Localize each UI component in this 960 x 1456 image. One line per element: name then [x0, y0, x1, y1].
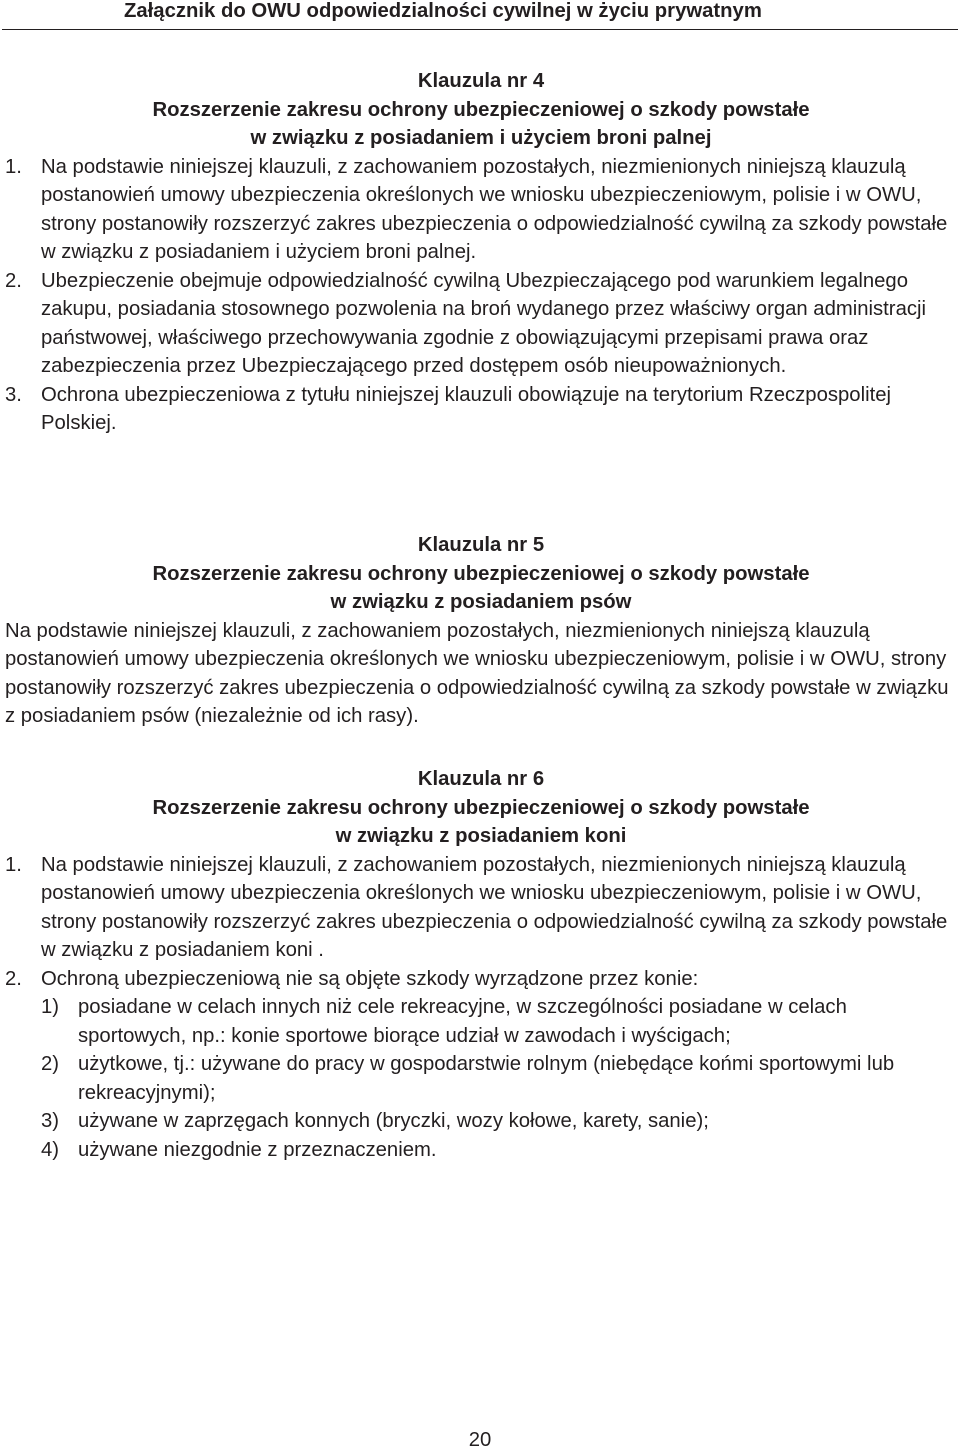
list-item-text: Ochrona ubezpieczeniowa z tytułu niniejszej klauzuli obowiązuje na terytorium Rzeczpospolitej Polskiej. [41, 383, 892, 434]
clause-5-title-line: Klauzula nr 5 [417, 534, 545, 556]
sub-list-item-text: posiadane w celach innych niż cele rekreacyjne, w szczególności posiadane w celach sportowych, np.: konie sportowe biorące udział w zawodach i wyścigach; [78, 996, 847, 1047]
list-item-text: Na podstawie niniejszej klauzuli, z zachowaniem pozostałych, niezmienionych niniejszą klauzulą postanowień umowy ubezpieczenia określonych we wniosku ubezpieczeniowym, polisie i w OWU, strony postanowiły rozszerzyć zakres ubezpieczenia o odpowiedzialność cywilną za szkody powstałe w związku z posiadaniem koni . [41, 853, 948, 961]
clause-6-list [5, 851, 957, 1165]
clause-6-title-line: Klauzula nr 6 [417, 768, 545, 790]
sub-list-item [41, 1107, 957, 1136]
list-item-text: Na podstawie niniejszej klauzuli, z zachowaniem pozostałych, niezmienionych niniejszą klauzulą postanowień umowy ubezpieczenia określonych we wniosku ubezpieczeniowym, polisie i w OWU, strony postanowiły rozszerzyć zakres ubezpieczenia o odpowiedzialność cywilną za szkody powstałe w związku z posiadaniem i użyciem broni palnej. [41, 155, 948, 263]
sub-list-item-text: użytkowe, tj.: używane do pracy w gospodarstwie rolnym (niebędące końmi sportowymi lub rekreacyjnymi); [78, 1053, 895, 1104]
clause-4-title-line: Rozszerzenie zakresu ochrony ubezpieczeniowej o szkody powstałe [152, 98, 810, 121]
list-number: 2. [5, 269, 22, 292]
sub-list-item [41, 1050, 957, 1107]
clause-5 [5, 531, 957, 731]
clause-4-title [5, 67, 957, 153]
clause-5-title [5, 531, 957, 617]
clause-6-title [5, 765, 957, 851]
clause-4-title-line: Klauzula nr 4 [417, 70, 545, 92]
list-number: 1. [5, 853, 22, 876]
sub-list-number: 2) [41, 1053, 60, 1075]
list-item [5, 851, 957, 965]
list-number: 1. [5, 155, 22, 178]
clause-5-title-line: w związku z posiadaniem psów [330, 591, 632, 613]
clause-6 [5, 765, 957, 1164]
page-header: Załącznik do OWU odpowiedzialności cywilnej w życiu prywatnym [124, 0, 762, 22]
sub-list-item-text: używane w zaprzęgach konnych (bryczki, wozy kołowe, karety, sanie); [78, 1110, 709, 1132]
list-item [5, 965, 957, 1165]
sub-list-number: 3) [41, 1110, 60, 1132]
list-number: 2. [5, 967, 22, 990]
sub-list-number: 4) [41, 1138, 60, 1161]
sub-list-item [41, 1136, 957, 1165]
list-number: 3. [5, 383, 22, 406]
sub-list-number: 1) [41, 996, 60, 1018]
clause-4-title-line: w związku z posiadaniem i użyciem broni palnej [250, 127, 712, 149]
sub-list-item-text: używane niezgodnie z przeznaczeniem. [78, 1138, 437, 1161]
sub-list [41, 993, 957, 1164]
list-item [5, 267, 957, 381]
clause-6-title-line: w związku z posiadaniem koni [335, 825, 627, 847]
list-item-text: Ubezpieczenie obejmuje odpowiedzialność cywilną Ubezpieczającego pod warunkiem legalnego zakupu, posiadania stosownego pozwolenia na broń wydanego przez właściwy organ administracji państwowej, właściwego przechowywania zgodnie z obowiązującymi przepisami prawa oraz zabezpieczenia przez Ubezpieczającego przed dostępem osób nieupoważnionych. [41, 269, 926, 377]
clause-5-paragraph: Na podstawie niniejszej klauzuli, z zachowaniem pozostałych, niezmienionych niniejszą klauzulą postanowień umowy ubezpieczenia określonych we wniosku ubezpieczeniowym, polisie i w OWU, strony postanowiły rozszerzyć zakres ubezpieczenia o odpowiedzialność cywilną za szkody powstałe w związku z posiadaniem psów (niezależnie od ich rasy). [5, 619, 949, 727]
clause-5-title-line: Rozszerzenie zakresu ochrony ubezpieczeniowej o szkody powstałe [152, 562, 810, 585]
clause-6-title-line: Rozszerzenie zakresu ochrony ubezpieczeniowej o szkody powstałe [152, 796, 810, 819]
list-item-text: Ochroną ubezpieczeniową nie są objęte szkody wyrządzone przez konie: [41, 967, 699, 990]
page-number: 20 [468, 1429, 492, 1451]
clause-4 [5, 67, 957, 438]
list-item [5, 381, 957, 438]
sub-list-item [41, 993, 957, 1050]
list-item [5, 153, 957, 267]
header-divider [2, 29, 958, 30]
clause-4-list [5, 153, 957, 438]
